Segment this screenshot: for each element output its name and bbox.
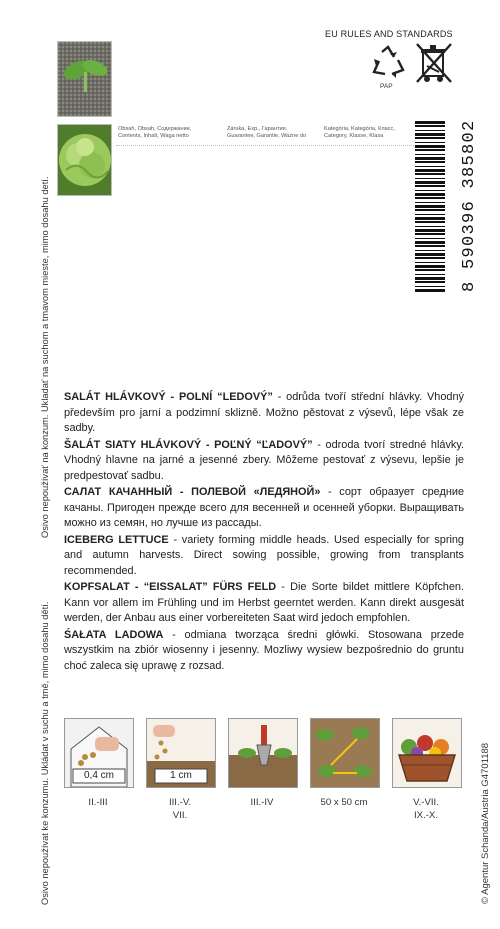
- text-pl: - odmiana tworząca średni główki. Stosowana przede wszystkim na zbiór wiosenny i jesenny. Mozliwy wysiew bezpośrednio do gruntu choć zaleca się uprawę z rozsad.: [64, 628, 464, 672]
- sowing-period-label: II.-III: [88, 797, 108, 808]
- text-de: - Die Sorte bildet mittlere Köpfchen. Kann vor allem im Frühling und im Herbst geerntet werden. Kann direkt ausgesät werden, der Anbau aus einer vorbereiteten Saat wird jedoch empfohlen.: [64, 581, 464, 624]
- transplant-period-label: [142, 796, 218, 822]
- title-sk: ŠALÁT SIATY HLÁVKOVÝ - POĽNÝ “ĽADOVÝ”: [64, 438, 313, 451]
- barcode-bar: [415, 121, 445, 124]
- content-label-col3: [324, 126, 395, 140]
- barcode-bar: [415, 289, 445, 292]
- sowing-depth-value: 0,4 cm: [83, 770, 114, 781]
- description-cz: [64, 390, 464, 437]
- barcode-bar: [415, 274, 445, 275]
- text-en: - variety forming middle heads. Used especially for spring and autumn harvests. Direct sowing possible, growing from transplants recommended.: [64, 533, 464, 577]
- barcode-bar: [415, 181, 445, 184]
- barcode-bar: [415, 214, 445, 215]
- barcode-bar: [415, 169, 445, 172]
- barcode-bar: [415, 130, 445, 131]
- description-de: [64, 580, 464, 627]
- variety-descriptions: [64, 390, 464, 675]
- barcode-bar: [415, 173, 445, 175]
- barcode-bar: [415, 209, 445, 211]
- lettuce-photo: [57, 124, 112, 196]
- barcode-bar: [415, 253, 445, 256]
- barcode-bar: [415, 238, 445, 239]
- barcode-bar: [415, 161, 445, 163]
- barcode-bar: [415, 205, 445, 208]
- planting-trowel-icon: [228, 718, 298, 788]
- barcode-bar: [415, 277, 445, 280]
- description-ru: [64, 485, 464, 532]
- category-label-line2: Category, Klasse, Klasa: [324, 133, 384, 140]
- text-cz: - odrůda tvoří střední hlávky. Vhodný především pro jarní a podzimní sklizně. Možno pěstovat z výsevů, lépe však ze sadby.: [64, 391, 464, 434]
- barcode-bar: [415, 178, 445, 179]
- barcode-bar: [415, 185, 445, 187]
- barcode-bar: [415, 137, 445, 139]
- growing-icons-row: [64, 718, 464, 838]
- barcode-bar: [415, 226, 445, 227]
- category-label-line1: Kategória, Kategória, Класс,: [324, 126, 395, 132]
- text-ru: - сорт образует средние качаны. Пригоден прежде всего для весенней и осенней уборки. Выращивать можно из семян, но лучше из рассады.: [64, 486, 465, 529]
- transplant-period-line2: VII.: [172, 810, 188, 821]
- storage-note-sk: Osivo nepoužívať na konzum. Ukladať na suchom a tmavom mieste, mimo dosahu detí.: [40, 176, 50, 538]
- transplant-depth-value: 1 cm: [170, 770, 192, 781]
- barcode-bar: [415, 233, 445, 235]
- barcode-bar: [415, 142, 445, 143]
- crossed-bin-icon: [413, 40, 455, 86]
- barcode-number: 8 590396 385802: [460, 119, 479, 292]
- spacing-label: 50 x 50 cm: [320, 797, 368, 808]
- seedling-photo: [57, 41, 112, 117]
- description-en: [64, 533, 464, 580]
- title-cz: SALÁT HLÁVKOVÝ - POLNÍ “LEDOVÝ”: [64, 391, 273, 403]
- barcode-bar: [415, 202, 445, 203]
- agency-credit: © Agentur Schanda/Austria G4701188: [480, 742, 491, 904]
- harvest-basket-icon: [392, 718, 462, 788]
- description-sk: [64, 438, 464, 485]
- barcode-bar: [415, 265, 445, 268]
- guarantee-label-line1: Záruka, Exp., Гарантия,: [227, 126, 288, 132]
- barcode-bar: [415, 166, 445, 167]
- content-label-col1: [118, 126, 191, 140]
- barcode-bar: [415, 257, 445, 259]
- barcode-bar: [415, 217, 445, 220]
- planting-period-label: III.-IV: [250, 797, 274, 808]
- title-pl: ŚAŁATA LADOWA: [64, 628, 164, 641]
- barcode-bar: [415, 157, 445, 160]
- barcode-bar: [415, 241, 445, 244]
- barcode-bar: [415, 221, 445, 223]
- transplant-period-line1: III.-V.: [168, 797, 192, 808]
- barcode-bar: [415, 149, 445, 151]
- guarantee-label-line2: Guarantee, Garantie, Ważne do: [227, 133, 307, 140]
- text-sk: - odroda tvorí stredné hlávky. Vhodný hlavne na jarné a jesenné zbery. Môžeme pestovať z výsevu, lepšie je predpestovať sadbu.: [64, 438, 464, 482]
- barcode-bar: [415, 250, 445, 251]
- spacing-icon: [310, 718, 380, 788]
- harvest-period-line2: IX.-X.: [414, 810, 438, 821]
- contents-label-line2: Contents, Inhalt, Waga netto: [118, 133, 189, 140]
- barcode-bar: [415, 245, 445, 247]
- barcode-bar: [415, 269, 445, 271]
- barcode-bar: [415, 281, 445, 283]
- barcode-bar: [415, 133, 445, 136]
- eu-rules-header: EU RULES AND STANDARDS: [325, 29, 453, 39]
- barcode-bar: [415, 145, 445, 148]
- label-separator: [116, 145, 426, 146]
- harvest-period-line1: V.-VII.: [413, 797, 439, 808]
- title-en: ICEBERG LETTUCE: [64, 533, 169, 546]
- sowing-depth-icon: [64, 718, 134, 788]
- barcode-bar: [415, 125, 445, 127]
- barcode-bar: [415, 262, 445, 263]
- title-ru: САЛАТ КАЧАННЫЙ - ПОЛЕВОЙ «ЛЕДЯНОЙ»: [64, 486, 321, 498]
- barcode-bar: [415, 193, 445, 196]
- barcode-bar: [415, 190, 445, 191]
- storage-note-cz: Osivo nepoužívat ke konzumu. Ukládat v suchu a tmě, mimo dosahu dětí.: [40, 601, 50, 905]
- transplant-depth-icon: [146, 718, 216, 788]
- barcode-bar: [415, 154, 445, 155]
- barcode-bar: [415, 286, 445, 287]
- contents-label-line1: Obsah, Obsah, Содержание,: [118, 126, 192, 132]
- content-label-col2: [227, 126, 306, 140]
- title-de: KOPFSALAT - “EISSALAT” FÜRS FELD: [64, 581, 277, 593]
- barcode-bar: [415, 229, 445, 232]
- pap-label: PAP: [380, 83, 393, 90]
- recycle-icon: [370, 44, 406, 80]
- barcode: [415, 119, 465, 295]
- barcode-bar: [415, 197, 445, 199]
- description-pl: [64, 628, 464, 675]
- harvest-period-label: [388, 796, 464, 822]
